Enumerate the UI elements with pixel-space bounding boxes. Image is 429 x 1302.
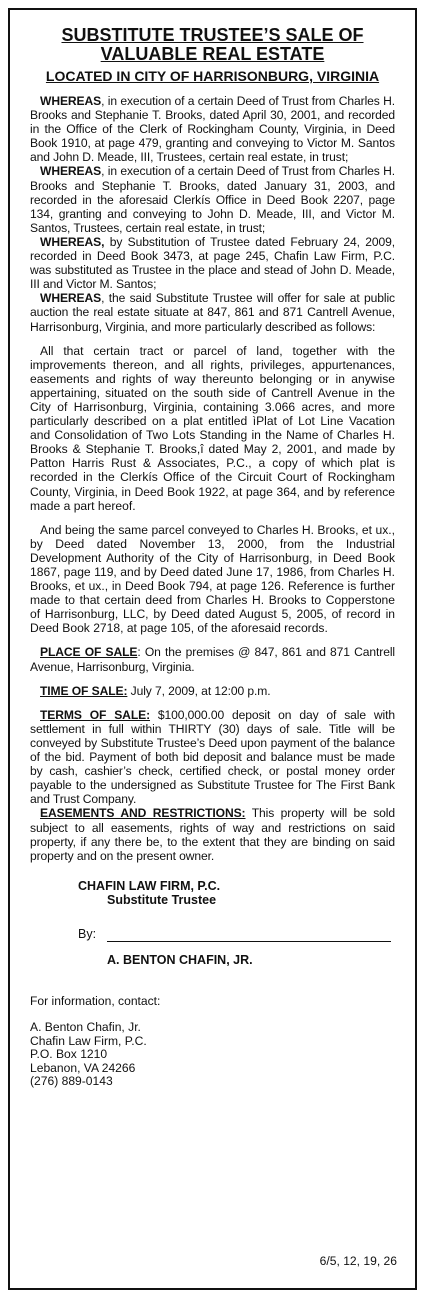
- property-conveyance: And being the same parcel conveyed to Charles H. Brooks, et ux., by Deed dated November 13, 2000, from the Industrial Development Authority of the City of Harrisonburg, in Deed Book 1867, page 119, and by Deed dated June 17, 1986, from Charles H. Brooks, et ux., in Deed Book 794, at page 126. Reference is further made to that certain deed from Charles H. Brooks to Copperstone of Harrisonburg, LLC, by Deed dated August 5, 2005, of record in Deed Book 2718, at page 105, of the aforesaid records.: [30, 522, 395, 636]
- terms-of-sale: [30, 708, 395, 807]
- terms-of-sale-text: $100,000.00 deposit on day of sale with settlement in full within THIRTY (30) days of sale. Title will be conveyed by Substitute Trustee’s Deed upon payment of the balance of the bid. Payment of both bid deposit and balance must be made by cash, cashier’s check, certified check, or postal money order payable to the undersigned as Substitute Trustee for The First Bank and Trust Company.: [30, 707, 395, 807]
- signature-by-label: By:: [78, 926, 97, 941]
- easements-and-restrictions: [30, 806, 395, 862]
- whereas-keyword: WHEREAS: [40, 94, 102, 108]
- place-of-sale: [30, 645, 395, 673]
- notice-title-line1: SUBSTITUTE TRUSTEE’S SALE OF: [61, 25, 364, 45]
- signature-role: Substitute Trustee: [107, 892, 217, 907]
- whereas-text: by Substitution of Trustee dated February 24, 2009, recorded in Deed Book 3473, at page 245, Chafin Law Firm, P.C. was substituted as Trustee in the place and stead of John D. Meade, III and Victor M. Santos;: [30, 234, 395, 292]
- easements-text: This property will be sold subject to all easements, rights of way and restrictions on said property, if any there be, to the extent that they are binding on said property and on the present owner.: [30, 806, 395, 863]
- run-dates: 6/5, 12, 19, 26: [319, 1254, 397, 1268]
- notice-body: [30, 26, 395, 1089]
- time-of-sale-label: TIME OF SALE:: [40, 683, 128, 698]
- notice-subtitle: LOCATED IN CITY OF HARRISONBURG, VIRGINIA: [45, 68, 380, 84]
- contact-line: A. Benton Chafin, Jr.: [30, 1020, 141, 1035]
- contact-heading: For information, contact:: [30, 993, 161, 1008]
- whereas-text: , in execution of a certain Deed of Trust from Charles H. Brooks and Stephanie T. Brooks, dated January 31, 2003, and recorded in the aforesaid Clerkís Office in Deed Book 2207, page 134, granting and conveying to John D. Meade, III, and Victor M. Santos, Trustees, certain real estate, in trust;: [30, 164, 395, 235]
- legal-notice: [8, 8, 417, 1290]
- whereas-keyword: WHEREAS,: [40, 234, 105, 249]
- whereas-paragraph-4: [30, 291, 395, 333]
- signature-line: [30, 921, 395, 953]
- whereas-paragraph-1: [30, 94, 395, 164]
- time-of-sale-text: July 7, 2009, at 12:00 p.m.: [127, 683, 271, 698]
- contact-line: (276) 889-0143: [30, 1074, 113, 1089]
- contact-line: Chafin Law Firm, P.C.: [30, 1033, 147, 1048]
- contact-line: Lebanon, VA 24266: [30, 1060, 136, 1075]
- whereas-keyword: WHEREAS: [40, 164, 102, 179]
- whereas-paragraph-3: [30, 235, 395, 291]
- whereas-text: , in execution of a certain Deed of Trust from Charles H. Brooks and Stephanie T. Brooks, dated April 30, 2001, and recorded in the Office of the Clerk of Rockingham County, Virginia, in Deed Book 1910, at page 479, granting and conveying to Victor M. Santos and John D. Meade, III, Trustees, certain real estate, in trust;: [30, 94, 395, 165]
- signature-firm: CHAFIN LAW FIRM, P.C.: [78, 878, 221, 893]
- notice-title-line2: VALUABLE REAL ESTATE: [100, 44, 325, 64]
- easements-label: EASEMENTS AND RESTRICTIONS:: [40, 806, 246, 821]
- signature-rule: [107, 941, 391, 942]
- whereas-text: , the said Substitute Trustee will offer for sale at public auction the real estate situate at 847, 861 and 871 Cantrell Avenue, Harrisonburg, Virginia, and more particularly described as follows:: [30, 291, 395, 334]
- signature-name: A. BENTON CHAFIN, JR.: [107, 952, 253, 967]
- place-of-sale-text: : On the premises @ 847, 861 and 871 Cantrell Avenue, Harrisonburg, Virginia.: [30, 645, 395, 674]
- contact-line: P.O. Box 1210: [30, 1047, 108, 1062]
- whereas-keyword: WHEREAS: [40, 291, 102, 306]
- property-description: All that certain tract or parcel of land, together with the improvements thereon, and all rights, privileges, appurtenances, easements and rights of way thereunto belonging or in anywise appertaining, situated on the south side of Cantrell Avenue in the City of Harrisonburg, Virginia, containing 3.066 acres, and more particularly described on a plat entitled ìPlat of Lot Line Vacation and Consolidation of Two Lots Standing in the Name of Charles H. Brooks & Stephanie T. Brooks,î dated May 2, 2001, and made by Patton Harris Rust & Associates, P.C., a copy of which plat is recorded in the Clerkís Office of the Circuit Court of Rockingham County, Virginia, in Deed Book 1922, at page 364, and by reference made a part hereof.: [30, 343, 395, 513]
- time-of-sale: [30, 684, 395, 698]
- place-of-sale-label: PLACE OF SALE: [40, 645, 138, 660]
- terms-of-sale-label: TERMS OF SALE:: [40, 707, 151, 722]
- whereas-paragraph-2: [30, 164, 395, 234]
